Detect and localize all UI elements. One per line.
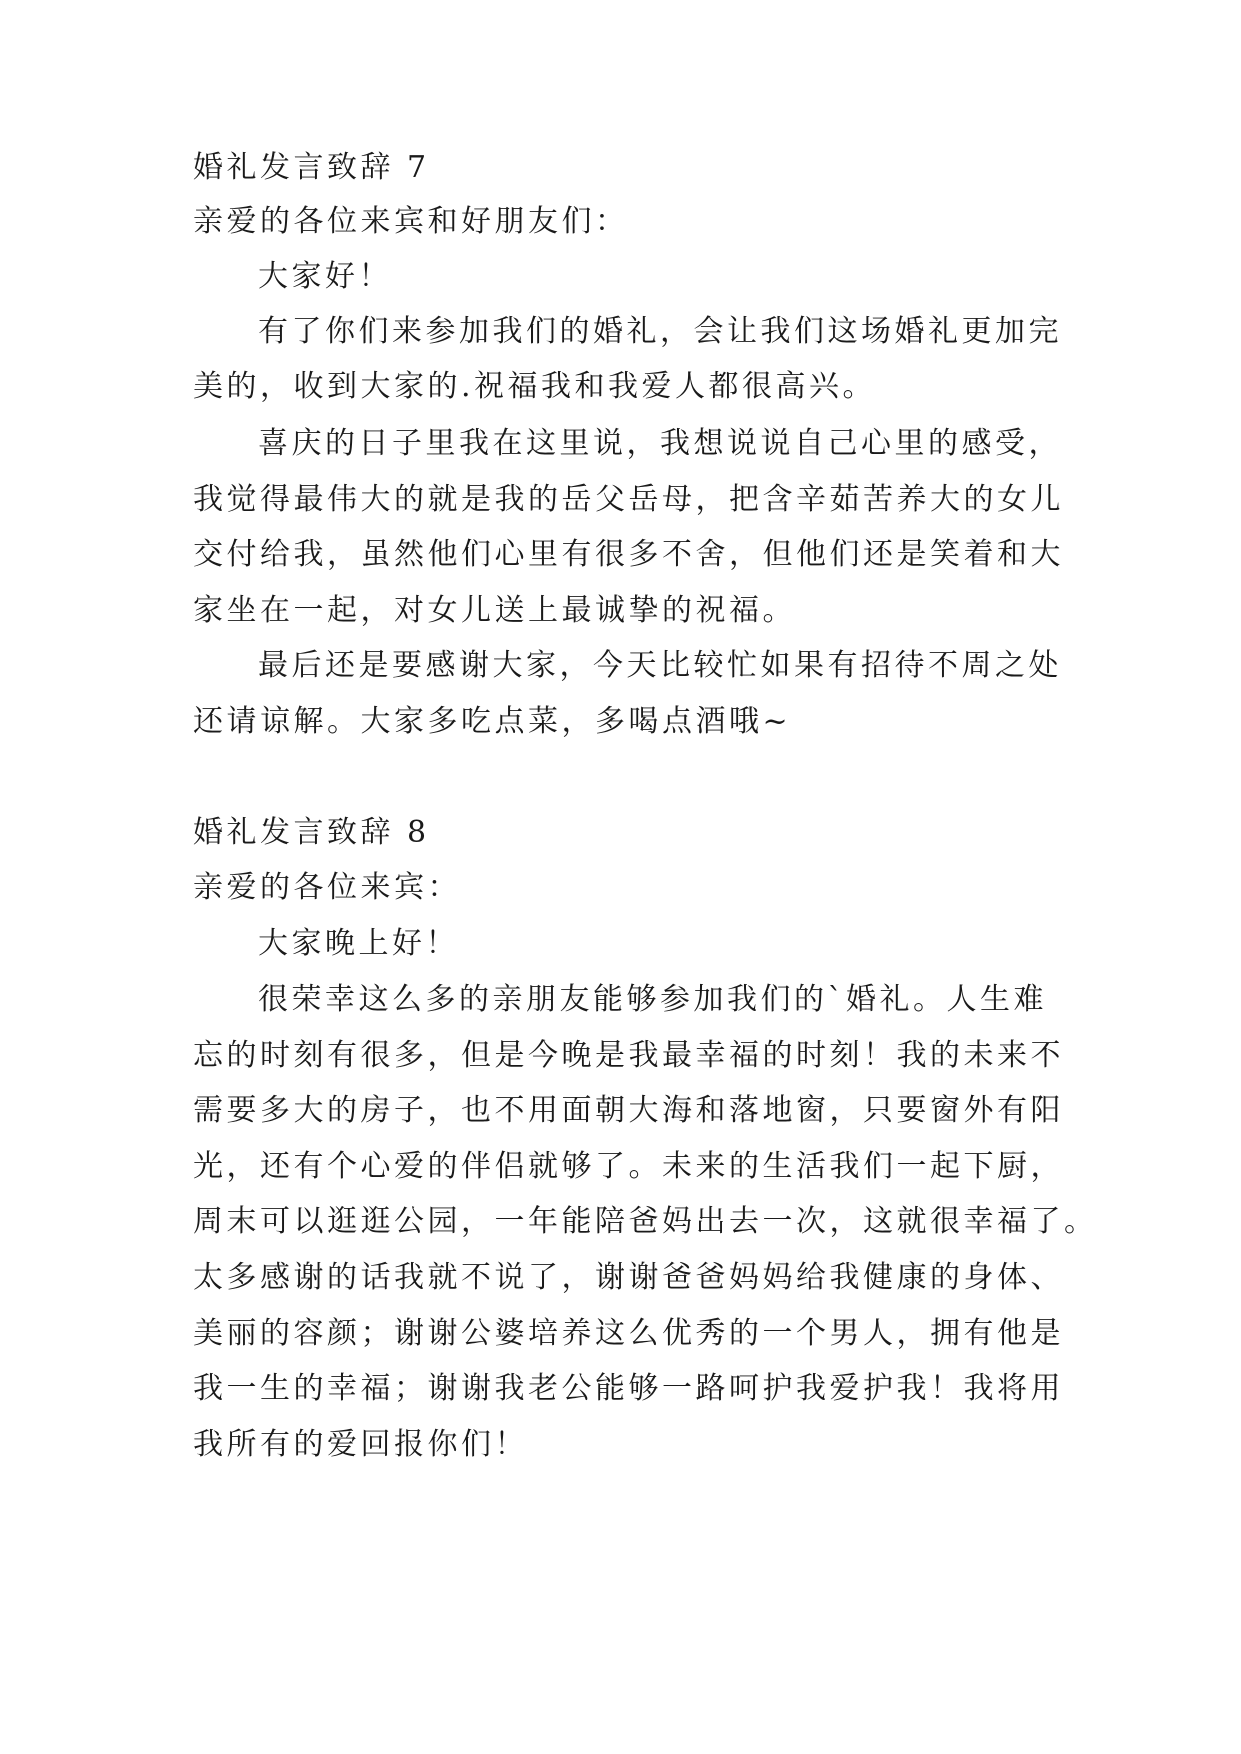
paragraph-line: 太多感谢的话我就不说了，谢谢爸爸妈妈给我健康的身体、 <box>193 1260 1064 1295</box>
salutation: 亲爱的各位来宾： <box>193 870 461 905</box>
paragraph-line: 家坐在一起，对女儿送上最诚挚的祝福。 <box>193 593 796 628</box>
greeting: 大家晚上好！ <box>258 926 459 961</box>
paragraph-line: 有了你们来参加我们的婚礼，会让我们这场婚礼更加完 <box>258 314 1062 349</box>
paragraph-line: 很荣幸这么多的亲朋友能够参加我们的`婚礼。人生难 <box>258 982 1047 1017</box>
greeting: 大家好！ <box>258 259 392 294</box>
salutation: 亲爱的各位来宾和好朋友们： <box>193 204 629 239</box>
paragraph-line: 最后还是要感谢大家，今天比较忙如果有招待不周之处 <box>258 648 1062 683</box>
paragraph-line: 喜庆的日子里我在这里说，我想说说自己心里的感受， <box>258 426 1062 461</box>
section-title: 婚礼发言致辞 8 <box>193 815 430 850</box>
paragraph-line: 我觉得最伟大的就是我的岳父岳母，把含辛茹苦养大的女儿 <box>193 482 1064 517</box>
paragraph-line: 我一生的幸福；谢谢我老公能够一路呵护我爱护我！我将用 <box>193 1371 1064 1406</box>
paragraph-line: 还请谅解。大家多吃点菜，多喝点酒哦~ <box>193 704 792 739</box>
paragraph-line: 忘的时刻有很多，但是今晚是我最幸福的时刻！我的未来不 <box>193 1038 1064 1073</box>
paragraph-line: 需要多大的房子，也不用面朝大海和落地窗，只要窗外有阳 <box>193 1093 1064 1128</box>
paragraph-line: 光，还有个心爱的伴侣就够了。未来的生活我们一起下厨， <box>193 1149 1064 1184</box>
section-title: 婚礼发言致辞 7 <box>193 150 430 185</box>
paragraph-line: 美的，收到大家的.祝福我和我爱人都很高兴。 <box>193 369 877 404</box>
paragraph-line: 我所有的爱回报你们！ <box>193 1427 528 1462</box>
paragraph-line: 美丽的容颜；谢谢公婆培养这么优秀的一个男人，拥有他是 <box>193 1316 1064 1351</box>
paragraph-line: 周末可以逛逛公园，一年能陪爸妈出去一次，这就很幸福了。 <box>193 1204 1098 1239</box>
paragraph-line: 交付给我，虽然他们心里有很多不舍，但他们还是笑着和大 <box>193 537 1064 572</box>
